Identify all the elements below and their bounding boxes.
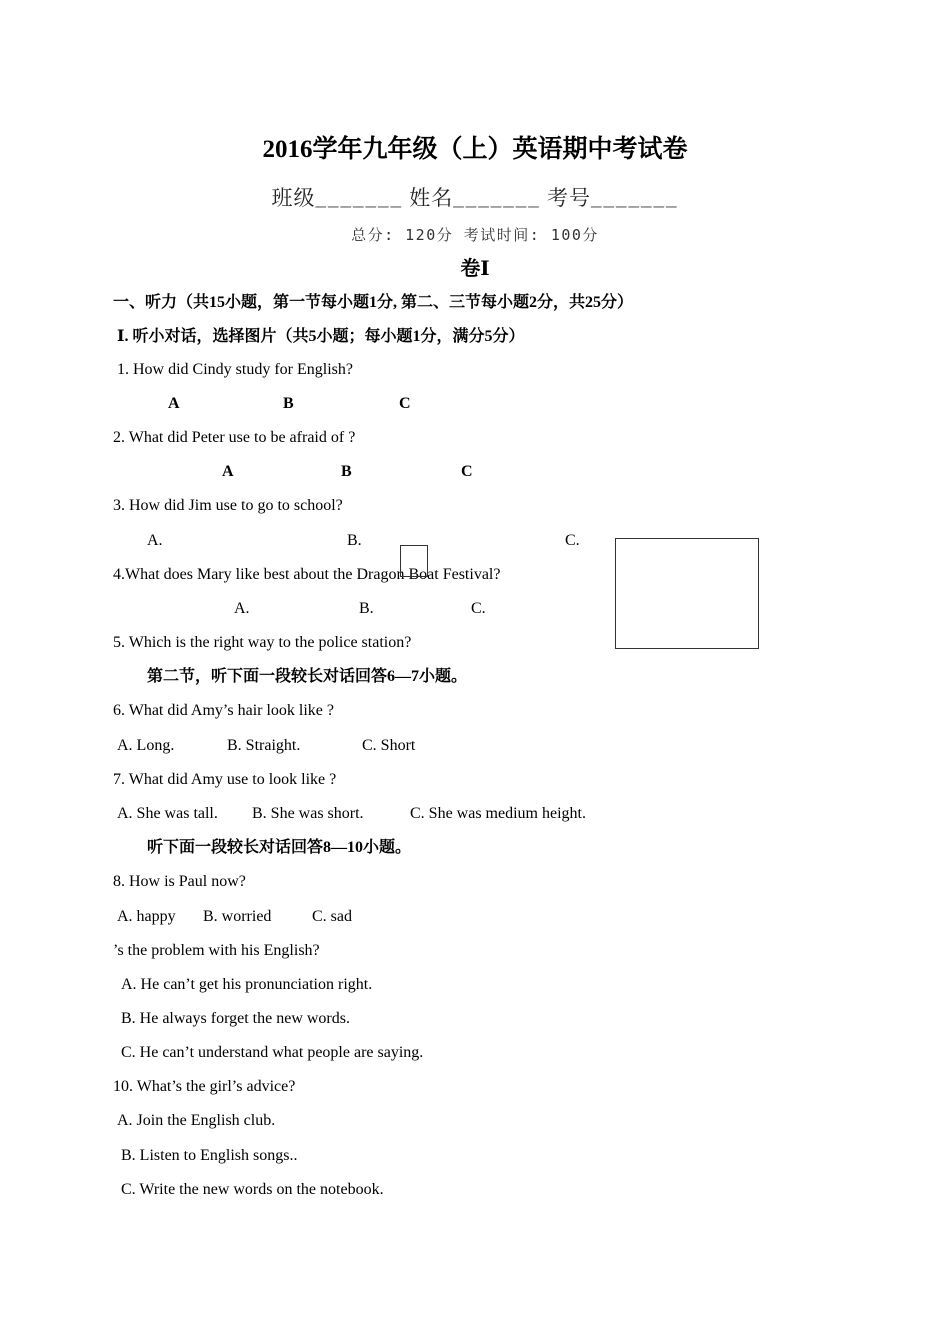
question-7: 7. What did Amy use to look like ? [113,771,337,788]
q6-option-c: C. Short [362,737,416,754]
part1-heading: 一、听力（共15小题，第一节每小题1分, 第二、三节每小题2分，共25分） [113,294,634,311]
q7-option-c: C. She was medium height. [410,805,586,822]
question-9: ’s the problem with his English? [113,942,320,959]
q10-option-c: C. Write the new words on the notebook. [121,1181,384,1198]
number-blank: _______ [591,186,679,210]
score-info: 总分: 120分 考试时间: 100分 [351,226,599,244]
image-frame [615,538,759,649]
question-6: 6. What did Amy’s hair look like ? [113,702,335,719]
name-label: 姓名 [409,186,454,210]
q10-option-a: A. Join the English club. [117,1112,276,1129]
q6-option-a: A. Long. [117,737,175,754]
q1-option-a: A [168,395,180,412]
q10-option-b: B. Listen to English songs.. [121,1147,298,1164]
q3-option-a: A. [147,532,163,549]
q4-option-c: C. [471,600,486,617]
question-3: 3. How did Jim use to go to school? [113,497,343,514]
question-8: 8. How is Paul now? [113,873,246,890]
name-blank: _______ [453,186,541,210]
q8-option-c: C. sad [312,908,352,925]
question-1: 1. How did Cindy study for English? [117,361,353,378]
q2-option-b: B [341,463,352,480]
q2-option-a: A [222,463,234,480]
q7-option-a: A. She was tall. [117,805,218,822]
q3-option-b: B. [347,532,362,549]
q9-option-a: A. He can’t get his pronunciation right. [121,976,373,993]
section2-heading: 第二节，听下面一段较长对话回答6—7小题。 [147,668,468,685]
exam-title: 2016学年九年级（上）英语期中考试卷 [262,136,688,163]
q4-option-b: B. [359,600,374,617]
question-4: 4.What does Mary like best about the Dragon Boat Festival? [113,566,501,583]
q6-option-b: B. Straight. [227,737,301,754]
q4-option-a: A. [234,600,250,617]
q9-option-c: C. He can’t understand what people are saying. [121,1044,424,1061]
q1-option-b: B [283,395,294,412]
section1-heading: Ⅰ. 听小对话，选择图片（共5小题；每小题1分，满分5分） [117,328,525,345]
q1-option-c: C [399,395,411,412]
q3-option-c: C. [565,532,580,549]
q8-option-a: A. happy [117,908,176,925]
volume-label: 卷Ⅰ [460,258,490,280]
q8-option-b: B. worried [203,908,272,925]
q2-option-c: C [461,463,473,480]
section3-heading: 听下面一段较长对话回答8—10小题。 [147,839,412,856]
question-5: 5. Which is the right way to the police station? [113,634,412,651]
small-image-frame [400,545,428,577]
q7-option-b: B. She was short. [252,805,364,822]
class-label: 班级 [271,186,316,210]
q9-option-b: B. He always forget the new words. [121,1010,350,1027]
number-label: 考号 [547,186,591,210]
student-info-line [0,188,950,209]
question-10: 10. What’s the girl’s advice? [113,1078,296,1095]
question-2: 2. What did Peter use to be afraid of ? [113,429,356,446]
class-blank: _______ [315,186,403,210]
